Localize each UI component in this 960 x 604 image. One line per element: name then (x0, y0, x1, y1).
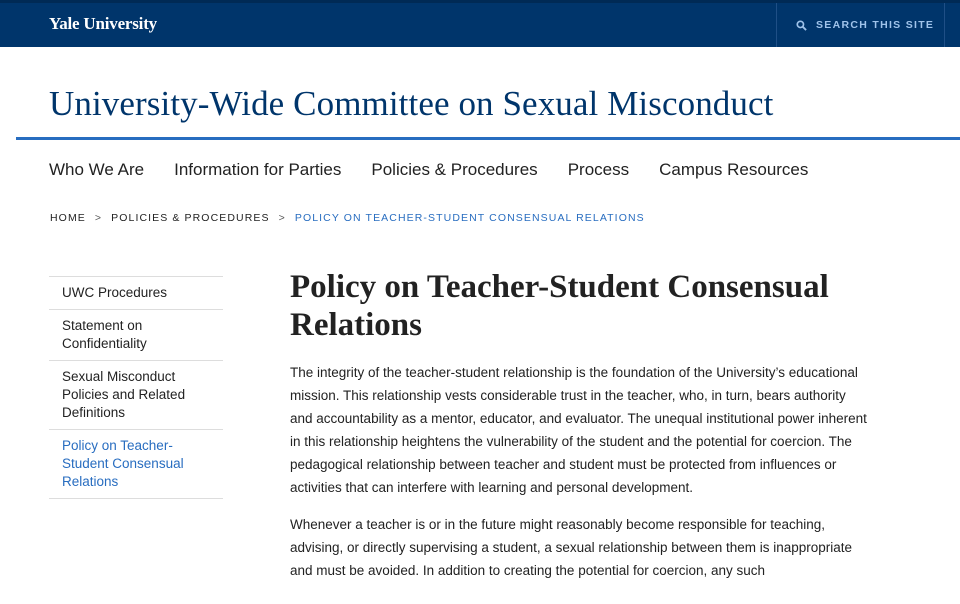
main-content (290, 361, 868, 596)
page-title: Policy on Teacher-Student Consensual Relations (290, 269, 829, 343)
search-label: SEARCH THIS SITE (816, 19, 935, 31)
sidebar-item-sexual-misconduct-policies[interactable]: Sexual Misconduct Policies and Related Definitions (49, 361, 223, 430)
body-paragraph: Whenever a teacher is or in the future might reasonably become responsible for teaching, advising, or directly supervising a student, a sexual relationship between them is inappropriate and must be avoided. In addition to creating the potential for coercion, any such (290, 517, 853, 578)
nav-policies-procedures[interactable]: Policies & Procedures (371, 160, 538, 179)
body-paragraph: The integrity of the teacher-student relationship is the foundation of the University’s educational mission. This relationship vests considerable trust in the teacher, who, in turn, bears authority and accountability as a mentor, educator, and evaluator. The unequal institutional power inherent in this relationship heightens the vulnerability of the student and the potential for coercion. The pedagogical relationship between teacher and student must be protected from influences or activities that can interfere with learning and personal development. (290, 365, 867, 495)
breadcrumb-current: POLICY ON TEACHER-STUDENT CONSENSUAL RELATIONS (294, 212, 645, 224)
main-nav (49, 160, 838, 180)
search-button[interactable] (776, 3, 945, 47)
yale-wordmark[interactable]: Yale University (49, 14, 157, 33)
nav-information-for-parties[interactable]: Information for Parties (174, 160, 342, 179)
breadcrumb (50, 212, 645, 224)
nav-who-we-are[interactable]: Who We Are (49, 160, 145, 179)
breadcrumb-home[interactable]: HOME (50, 212, 86, 224)
sidebar-nav (49, 276, 223, 499)
nav-process[interactable]: Process (567, 160, 630, 179)
breadcrumb-separator: > (94, 212, 103, 224)
breadcrumb-policies-procedures[interactable]: POLICIES & PROCEDURES (111, 212, 270, 224)
search-icon (796, 20, 807, 31)
sidebar-item-teacher-student-policy[interactable]: Policy on Teacher-Student Consensual Relations (49, 430, 223, 499)
site-title[interactable]: University-Wide Committee on Sexual Misconduct (49, 84, 774, 123)
sidebar-item-uwc-procedures[interactable]: UWC Procedures (49, 277, 223, 310)
nav-campus-resources[interactable]: Campus Resources (659, 160, 809, 179)
breadcrumb-separator: > (278, 212, 286, 224)
top-bar (0, 0, 960, 47)
title-divider (16, 137, 960, 140)
sidebar-item-statement-on-confidentiality[interactable]: Statement on Confidentiality (49, 310, 223, 361)
